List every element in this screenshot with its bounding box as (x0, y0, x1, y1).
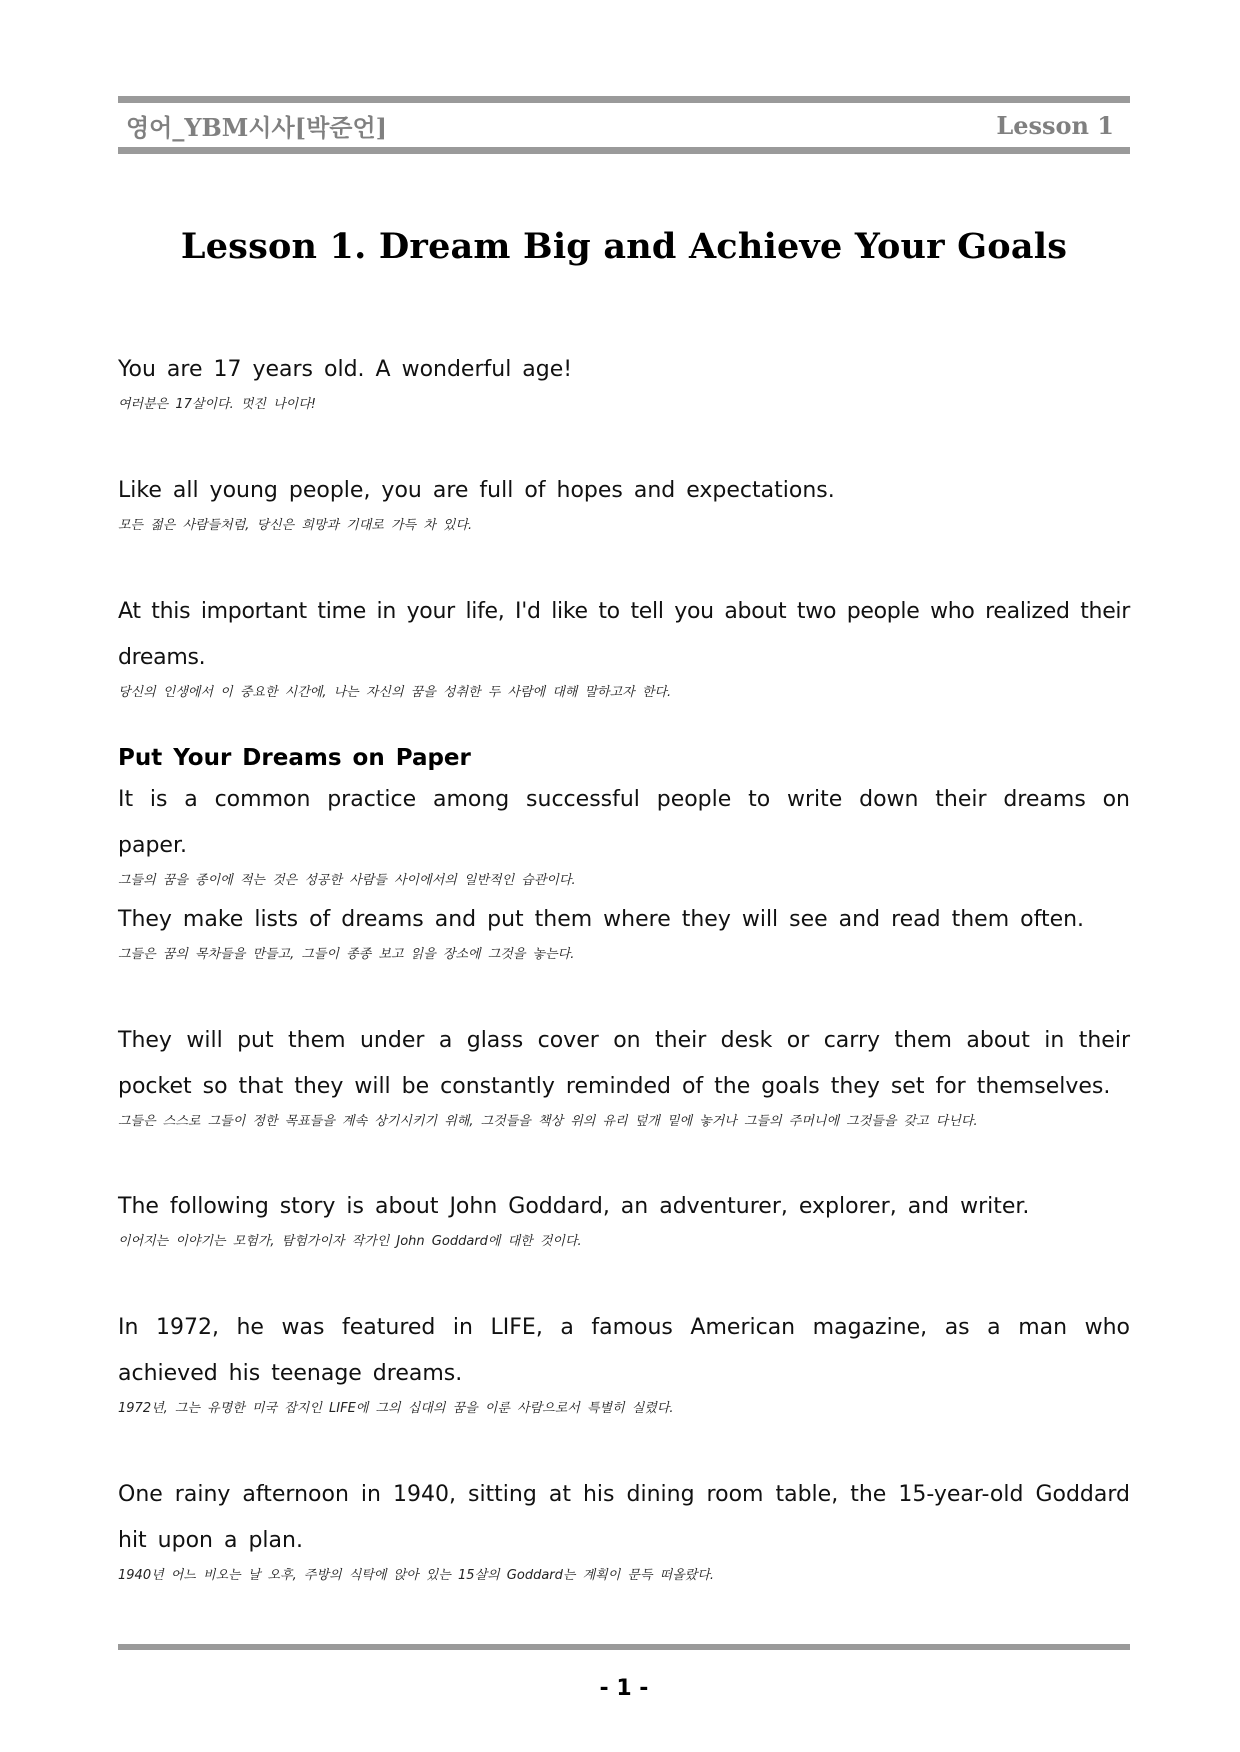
sentence-pair (118, 1305, 1130, 1419)
english-sentence: At this important time in your life, I'd like to tell you about two people who realized their dreams. (118, 599, 1130, 670)
sentence-pair (118, 1184, 1130, 1252)
sentence-pair (118, 777, 1130, 891)
english-sentence: You are 17 years old. A wonderful age! (118, 357, 573, 382)
english-sentence: In 1972, he was featured in LIFE, a famous American magazine, as a man who achieved his teenage dreams. (118, 1315, 1130, 1386)
korean-translation: 그들은 꿈의 목차들을 만들고, 그들이 종종 보고 읽을 장소에 그것을 놓는다. (118, 947, 575, 962)
korean-translation: 여러분은 17살이다. 멋진 나이다! (118, 397, 316, 412)
korean-translation: 그들의 꿈을 종이에 적는 것은 성공한 사람들 사이에서의 일반적인 습관이다. (118, 873, 576, 888)
english-sentence: They make lists of dreams and put them where they will see and read them often. (118, 907, 1085, 932)
header-subject: 영어_YBM시사[박준언] (126, 113, 387, 142)
section-heading-block (118, 741, 1130, 775)
korean-translation: 당신의 인생에서 이 중요한 시간에, 나는 자신의 꿈을 성취한 두 사람에 대해 말하고자 한다. (118, 685, 672, 700)
footer-rule (118, 1644, 1130, 1650)
korean-translation: 모든 젊은 사람들처럼, 당신은 희망과 기대로 가득 차 있다. (118, 518, 473, 533)
sentence-pair (118, 347, 1130, 415)
sentence-pair (118, 589, 1130, 703)
korean-translation: 1972년, 그는 유명한 미국 잡지인 LIFE에 그의 십대의 꿈을 이룬 사람으로서 특별히 실렸다. (118, 1401, 674, 1416)
english-sentence: One rainy afternoon in 1940, sitting at his dining room table, the 15-year-old Goddard hit upon a plan. (118, 1482, 1130, 1553)
page-header (118, 104, 1130, 147)
page-number: - 1 - (599, 1676, 649, 1701)
header-top-rule (118, 96, 1130, 103)
lesson-title: Lesson 1. Dream Big and Achieve Your Goals (180, 226, 1068, 267)
english-sentence: The following story is about John Goddard, an adventurer, explorer, and writer. (118, 1194, 1030, 1219)
english-sentence: Like all young people, you are full of hopes and expectations. (118, 478, 835, 503)
section-heading: Put Your Dreams on Paper (118, 745, 471, 771)
korean-translation: 1940년 어느 비오는 날 오후, 주방의 식탁에 앉아 있는 15살의 Goddard는 계획이 문득 떠올랐다. (118, 1568, 715, 1583)
sentence-pair (118, 468, 1130, 536)
korean-translation: 이어지는 이야기는 모험가, 탐험가이자 작가인 John Goddard에 대한 것이다. (118, 1234, 582, 1249)
english-sentence: It is a common practice among successful people to write down their dreams on paper. (118, 787, 1130, 858)
korean-translation: 그들은 스스로 그들이 정한 목표들을 계속 상기시키기 위해, 그것들을 책상 위의 유리 덮개 밑에 놓거나 그들의 주머니에 그것들을 갖고 다닌다. (118, 1114, 978, 1129)
sentence-pair (118, 1472, 1130, 1586)
header-bottom-rule (118, 147, 1130, 154)
english-sentence: They will put them under a glass cover on their desk or carry them about in their pocket so that they will be constantly reminded of the goals they set for themselves. (118, 1028, 1130, 1099)
sentence-pair (118, 1018, 1130, 1132)
sentence-pair (118, 897, 1130, 965)
header-lesson: Lesson 1 (996, 111, 1114, 140)
